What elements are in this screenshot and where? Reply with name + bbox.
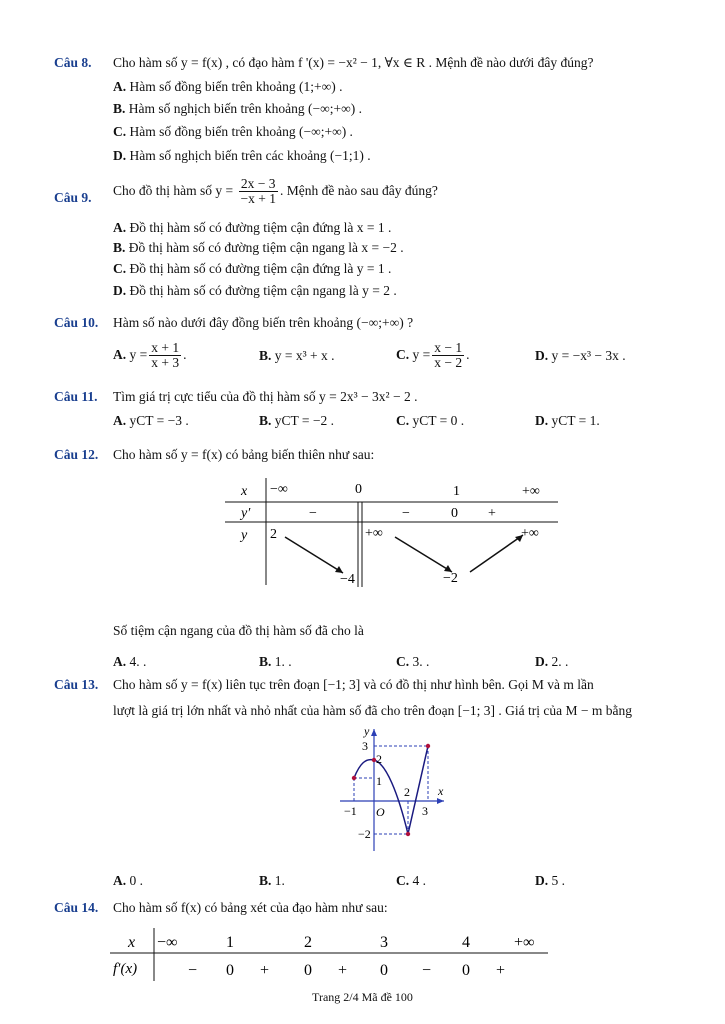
q12-y-value: +∞ (365, 526, 383, 541)
q12-x-value: 0 (355, 482, 362, 497)
q13-origin-label: O (376, 805, 385, 819)
q12-stem: Cho hàm số y = f(x) có bảng biến thiên như sau: (113, 447, 375, 462)
q13-tick-label: 3 (362, 739, 368, 753)
q9-option-d: D. Đồ thị hàm số có đường tiệm cận ngang là y = 2 . (113, 283, 397, 298)
q12-row-yprime: y′ (241, 506, 251, 521)
q9-option-b: B. Đồ thị hàm số có đường tiệm cận ngang là x = −2 . (113, 240, 404, 255)
q14-x-value: +∞ (514, 934, 535, 951)
q13-label: Câu 13. (54, 677, 99, 692)
q14-x-value: 3 (380, 934, 388, 951)
q13-function-curve (354, 746, 428, 834)
q8-option-d: D. Hàm số nghịch biến trên các khoảng (−1;1) . (113, 148, 371, 163)
q13-stem-line1: Cho hàm số y = f(x) liên tục trên đoạn [−1; 3] và có đồ thị như hình bên. Gọi M và m lần (113, 677, 594, 692)
q13-tick-label: −1 (344, 804, 357, 818)
q14-x-value: 4 (462, 934, 470, 951)
q8-option-b: B. Hàm số nghịch biến trên khoảng (−∞;+∞) . (113, 101, 362, 116)
q12-yprime-value: 0 (451, 506, 458, 521)
q14-fprime-value: + (338, 962, 348, 979)
q13-option-a: A. 0 . (113, 873, 143, 888)
q13-tick-label: −2 (358, 827, 371, 841)
q8-label: Câu 8. (54, 55, 92, 70)
q12-y-value: −4 (340, 572, 355, 587)
q14-fprime-value: − (422, 962, 432, 979)
q13-stem-line2: lượt là giá trị lớn nhất và nhỏ nhất của hàm số đã cho trên đoạn [−1; 3] . Giá trị của M − m bằng (113, 703, 632, 718)
q14-fprime-value: 0 (304, 962, 312, 979)
q11-option-b: B. yCT = −2 . (259, 413, 334, 428)
q11-stem: Tìm giá trị cực tiểu của đồ thị hàm số y = 2x³ − 3x² − 2 . (113, 389, 418, 404)
q12-option-a: A. 4. . (113, 654, 147, 669)
q12-yprime-value: + (488, 506, 496, 521)
q9-label: Câu 9. (54, 190, 92, 205)
q12-x-value: 1 (453, 484, 460, 499)
q14-fprime-value: + (496, 962, 506, 979)
q14-row-fprime: f′(x) (113, 961, 138, 977)
q13-option-b: B. 1. (259, 873, 285, 888)
q10-label: Câu 10. (54, 315, 99, 330)
q9-option-c: C. Đồ thị hàm số có đường tiệm cận đứng là y = 1 . (113, 261, 392, 276)
q13-option-d: D. 5 . (535, 873, 565, 888)
q10-stem: Hàm số nào dưới đây đồng biến trên khoảng (−∞;+∞) ? (113, 315, 414, 330)
q8-stem: Cho hàm số y = f(x) , có đạo hàm f '(x) = −x² − 1, ∀x ∈ R . Mệnh đề nào dưới đây đúng? (113, 55, 594, 70)
q12-question: Số tiệm cận ngang của đồ thị hàm số đã cho là (113, 623, 364, 638)
q8-option-a: A. Hàm số đồng biến trên khoảng (1;+∞) . (113, 79, 343, 94)
page-footer: Trang 2/4 Mã đề 100 (312, 990, 413, 1004)
q12-option-d: D. 2. . (535, 654, 569, 669)
q11-label: Câu 11. (54, 389, 98, 404)
q14-fprime-value: 0 (380, 962, 388, 979)
q13-x-axis-label: x (438, 784, 444, 798)
q11-option-d: D. yCT = 1. (535, 413, 600, 428)
q12-y-value: 2 (270, 527, 277, 542)
q12-yprime-value: − (309, 506, 317, 521)
q14-fprime-value: − (188, 962, 198, 979)
q11-option-a: A. yCT = −3 . (113, 413, 189, 428)
q12-yprime-value: − (402, 506, 410, 521)
q12-row-x: x (241, 484, 248, 499)
q10-option-c: C. y = $\frac{x - 1}{x - 2}$ . (396, 340, 470, 371)
q14-derivative-table (110, 925, 550, 983)
q13-tick-label: 1 (376, 774, 382, 788)
q14-fprime-value: + (260, 962, 270, 979)
q13-y-axis-label: y (364, 724, 370, 738)
q14-fprime-value: 0 (462, 962, 470, 979)
q14-stem: Cho hàm số f(x) có bảng xét của đạo hàm như sau: (113, 900, 388, 915)
q13-tick-label: 2 (404, 785, 410, 799)
q14-fprime-value: 0 (226, 962, 234, 979)
q12-option-b: B. 1. . (259, 654, 292, 669)
q12-x-value: −∞ (270, 482, 288, 497)
q12-row-y: y (241, 528, 248, 543)
q12-option-c: C. 3. . (396, 654, 430, 669)
q12-y-value: +∞ (521, 526, 539, 541)
q9-fraction: $\frac{2x - 3}{-x + 1}$ (240, 176, 276, 207)
q9-option-a: A. Đồ thị hàm số có đường tiệm cận đứng là x = 1 . (113, 220, 392, 235)
q10-option-a: A. y = $\frac{x + 1}{x + 3}$ . (113, 340, 187, 371)
q14-label: Câu 14. (54, 900, 99, 915)
q14-row-x: x (128, 934, 136, 951)
q13-tick-label: 3 (422, 804, 428, 818)
q13-tick-label: 2 (376, 752, 382, 766)
q13-graph (332, 723, 450, 853)
q8-option-c: C. Hàm số đồng biến trên khoảng (−∞;+∞) . (113, 124, 353, 139)
q12-variation-table (225, 475, 560, 590)
q14-x-value: −∞ (157, 934, 178, 951)
q14-x-value: 1 (226, 934, 234, 951)
q9-stem: Cho đồ thị hàm số y = $\frac{2x - 3}{-x + 1}$ . Mệnh đề nào sau đây đúng? (113, 176, 438, 207)
q12-label: Câu 12. (54, 447, 99, 462)
q14-x-value: 2 (304, 934, 312, 951)
q12-y-value: −2 (443, 571, 458, 586)
q11-option-c: C. yCT = 0 . (396, 413, 465, 428)
q10-option-d: D. y = −x³ − 3x . (535, 348, 626, 363)
q10-option-b: B. y = x³ + x . (259, 348, 335, 363)
q12-x-value: +∞ (522, 484, 540, 499)
q13-option-c: C. 4 . (396, 873, 426, 888)
